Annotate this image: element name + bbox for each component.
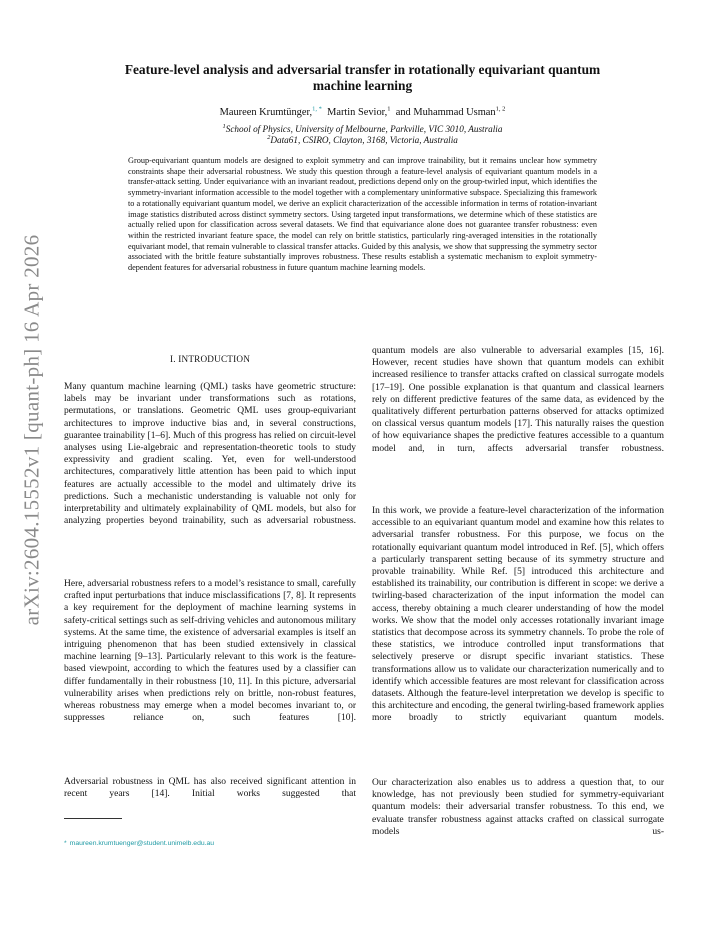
body-paragraph: Many quantum machine learning (QML) tasks have geometric structure: labels may be invariant under transformations such as rotations, permutations, or translations. Geometric QML uses group-equivariant architectures to improve inductive bias and, in several constructions, guarantee trainability [1–6]. Much of this progress has relied on circuit-level analyses using Lie-algebraic and representation-theoretic tools to study expressivity and gradient scaling. Yet, even for well-understood architectures, comparatively little attention has been paid to which input features are actually accessible to the model and ultimately drive its predictions. Such a mechanistic understanding is valuable not only for interpretability and ultimately explainability of QML models, but also for analyzing properties beyond trainability, such as adversarial robustness. bbox=[64, 382, 356, 527]
footnote-divider bbox=[64, 818, 122, 819]
author-name: Maureen Krumtünger, bbox=[219, 107, 313, 118]
author-list bbox=[100, 106, 625, 119]
affiliation-2 bbox=[100, 135, 625, 146]
body-paragraph: Our characterization also enables us to address a question that, to our knowledge, has not previously been studied for symmetry-equivariant quantum models: their adversarial transfer robustness. To this end, we evaluate transfer robustness against attacks crafted on classical surrogate models us- bbox=[372, 778, 664, 837]
abstract: Group-equivariant quantum models are designed to exploit symmetry and can improve trainability, but it remains unclear how symmetry constraints shape their adversarial robustness. We study this question through a feature-level analysis of equivariant quantum models in a transfer-attack setting. Under equivariance with an invariant readout, predictions depend only on the group-twirled input, which identifies the symmetry-invariant information accessible to the model together with a complementary uninformative subspace. Specializing this framework to a rotationally equivariant quantum model, we derive an explicit characterization of the accessible information in terms of rotation-invariant image statistics distributed across distinct symmetry sectors. Using targeted input transformations, we determine which of these statistics are actually relied upon for classification across several datasets. We find that equivariance alone does not guarantee transfer robustness: even within the restricted invariant feature space, the model can rely on brittle statistics, particularly ring-averaged intensities in the rotationally equivariant model, that remain vulnerable to classical transfer attacks. Guided by this analysis, we show that suppressing the symmetry sector associated with the brittle feature substantially improves robustness. These results establish a systematic mechanism to exploit symmetry-dependent features for adversarial robustness in future quantum machine learning models. bbox=[128, 156, 597, 273]
author-name: and Muhammad Usman bbox=[395, 107, 496, 118]
author-name: Martin Sevior, bbox=[327, 107, 388, 118]
footnote bbox=[64, 840, 214, 847]
body-paragraph: In this work, we provide a feature-level characterization of the information accessible to an equivariant quantum model and examine how this relates to adversarial transfer robustness. For this purpose, we focus on the rotationally equivariant quantum model introduced in Ref. [5], which offers a particularly transparent setting because of its symmetry structure and provable trainability. While Ref. [5] introduced this architecture and established its trainability, our contribution is different in scope: we derive a twirling-based characterization of the input information the model can access, thereby obtaining a much clearer understanding of how the model works. We show that the model only accesses rotationally invariant image statistics that decompose across its symmetry channels. To probe the role of these statistics, we introduce controlled input transformations that selectively preserve or disrupt specific invariant statistics. These transformations allow us to validate our characterization numerically and to identify which accessible features are most relevant for classification across datasets. Although the feature-level interpretation we develop is specific to this architecture and encoding, the general twirling-based framework applies more broadly to strictly equivariant quantum models. bbox=[372, 506, 664, 724]
arxiv-identifier: arXiv:2604.15552v1 [quant-ph] 16 Apr 2026 bbox=[19, 234, 44, 626]
affiliation-text: School of Physics, University of Melbourne, Parkville, VIC 3010, Australia bbox=[225, 124, 503, 134]
body-paragraph: quantum models are also vulnerable to adversarial examples [15, 16]. However, recent studies have shown that quantum models can exhibit increased resilience to transfer attacks crafted on classical surrogate models [17–19]. One possible explanation is that quantum and classical learners rely on different predictive features of the same data, as evidenced by the qualitatively different perturbation patterns observed for attacks optimized on classical versus quantum models [17]. This naturally raises the question of how equivariance shapes the predictive features accessible to a quantum model and, in turn, affects adversarial transfer robustness. bbox=[372, 346, 664, 454]
affiliation-mark: 1 bbox=[222, 122, 226, 130]
author-affiliation-mark: 1 bbox=[387, 105, 391, 113]
section-heading-introduction: I. INTRODUCTION bbox=[169, 354, 251, 364]
arxiv-sidebar-stamp bbox=[12, 150, 52, 710]
body-paragraph: Adversarial robustness in QML has also received significant attention in recent years [14]. Initial works suggested that bbox=[64, 777, 356, 800]
affiliation-text: Data61, CSIRO, Clayton, 3168, Victoria, Australia bbox=[270, 135, 458, 145]
affiliation-1 bbox=[100, 124, 625, 135]
body-paragraph: Here, adversarial robustness refers to a model’s resistance to small, carefully crafted input perturbations that induce misclassifications [7, 8]. It represents a key requirement for the deployment of machine learning systems in safety-critical settings such as self-driving vehicles and autonomous military systems. At the same time, the existence of adversarial examples is itself an intriguing phenomenon that has been studied extensively in classical machine learning [9–13]. Particularly relevant to this work is the feature-based viewpoint, according to which the features used by a classifier can differ fundamentally in their robustness [10, 11]. In this picture, adversarial vulnerability arises when predictions rely on brittle, non-robust features, whereas robustness may emerge when a model becomes invariant to, or suppresses reliance on, such features [10]. bbox=[64, 579, 356, 724]
affiliation-mark: 2 bbox=[267, 133, 271, 141]
paper-title: Feature-level analysis and adversarial transfer in rotationally equivariant quantum machine learning bbox=[124, 62, 601, 93]
author-affiliation-mark: 1, 2 bbox=[495, 105, 506, 113]
footnote-mark: * bbox=[64, 840, 67, 847]
corresponding-author-email-link[interactable]: maureen.krumtuenger@student.unimelb.edu.au bbox=[69, 840, 215, 847]
author-affiliation-mark[interactable]: 1, * bbox=[312, 105, 322, 113]
